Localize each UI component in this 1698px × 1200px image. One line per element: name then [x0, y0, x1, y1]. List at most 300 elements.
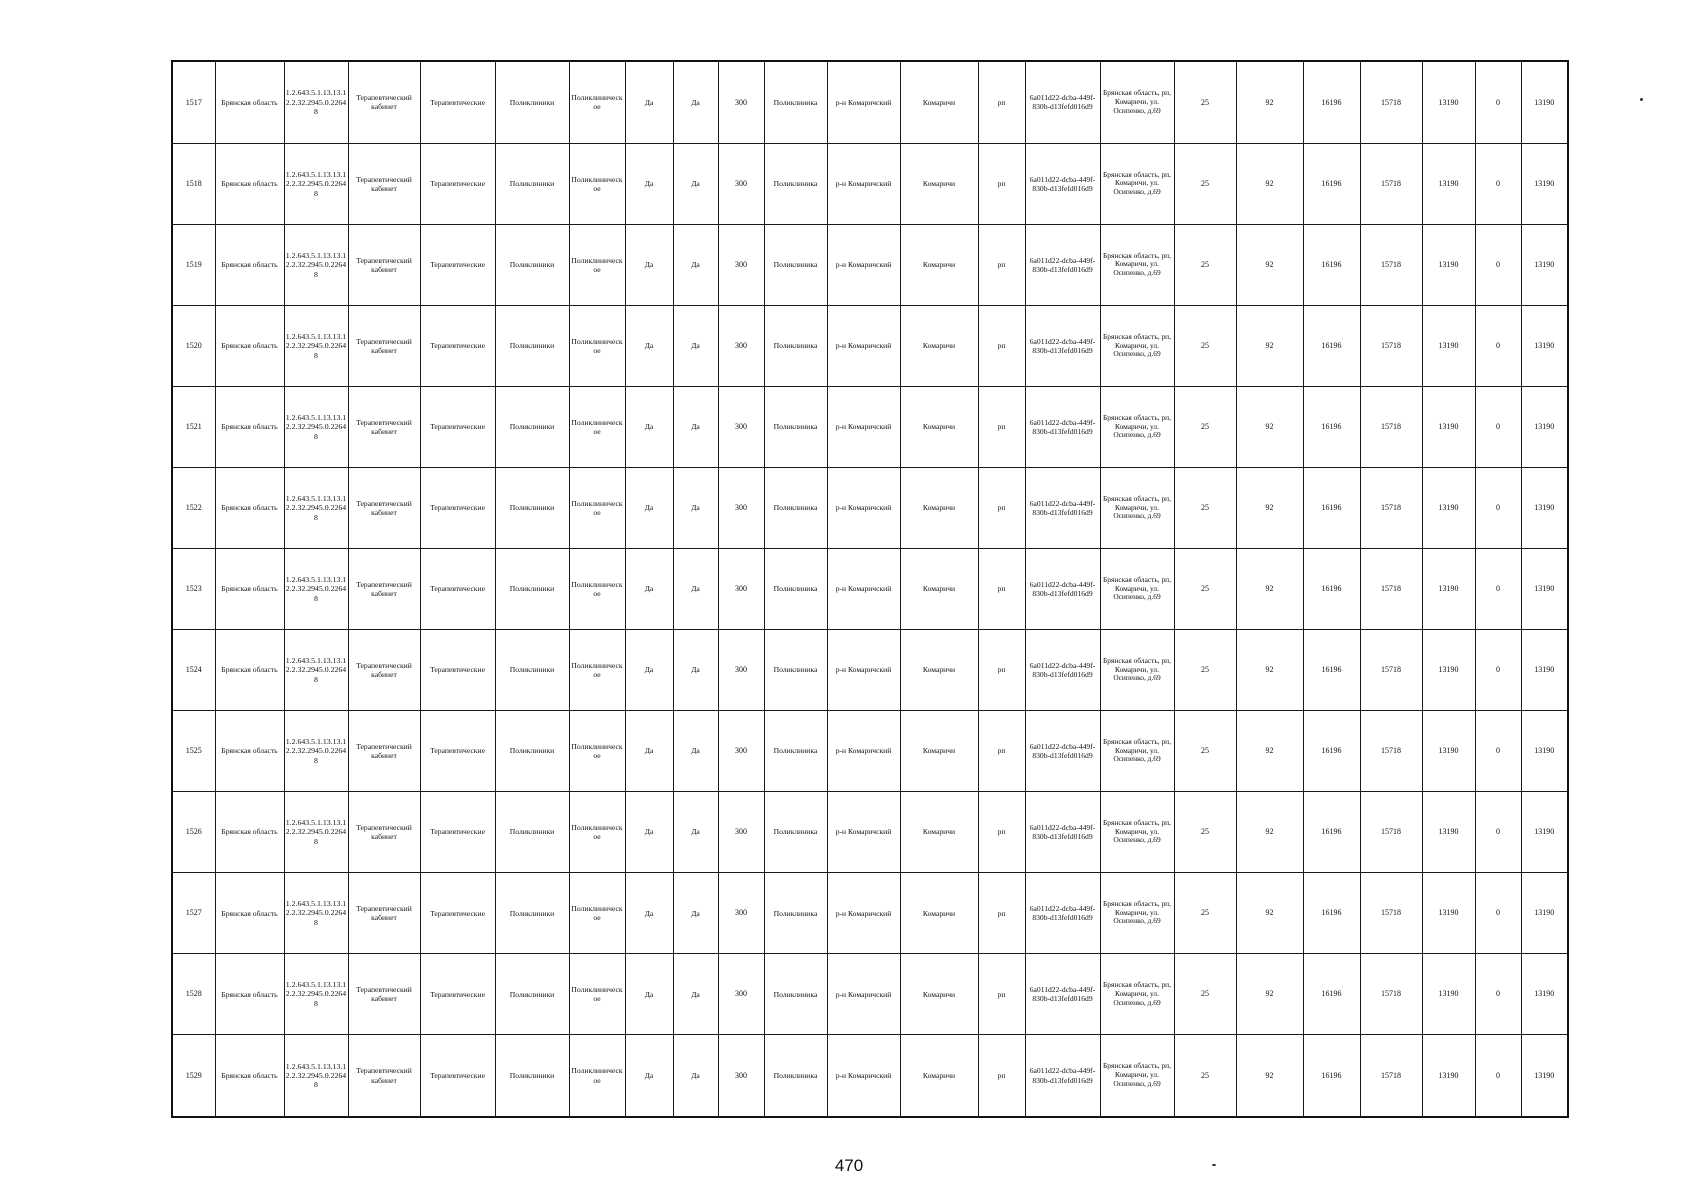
value-3-cell: 16196 — [1303, 630, 1360, 711]
value-2-cell: 92 — [1236, 1035, 1303, 1117]
value-7-cell: 13190 — [1521, 792, 1568, 873]
value-6-cell: 0 — [1475, 386, 1521, 467]
value-2-cell: 92 — [1236, 548, 1303, 629]
settlement-cell: Комаричи — [900, 386, 978, 467]
registry-table — [171, 60, 1569, 1118]
table-row — [172, 224, 1568, 305]
district-cell: р-н Комаричский — [827, 630, 900, 711]
capacity-cell: 300 — [718, 873, 764, 954]
care-type-cell: Поликлиническое — [569, 386, 625, 467]
value-5-cell: 13190 — [1422, 386, 1475, 467]
value-3-cell: 16196 — [1303, 143, 1360, 224]
row-number-cell: 1520 — [172, 305, 215, 386]
settlement-cell: Комаричи — [900, 1035, 978, 1117]
flag-b-cell: Да — [673, 630, 718, 711]
unit-name-cell: Поликлиника — [764, 711, 827, 792]
flag-b-cell: Да — [673, 143, 718, 224]
flag-b-cell: Да — [673, 224, 718, 305]
institution-type-cell: Поликлиники — [495, 305, 569, 386]
value-7-cell: 13190 — [1521, 305, 1568, 386]
flag-a-cell: Да — [625, 224, 673, 305]
flag-a-cell: Да — [625, 143, 673, 224]
institution-type-cell: Поликлиники — [495, 630, 569, 711]
region-cell: Брянская область — [215, 61, 284, 143]
institution-type-cell: Поликлиники — [495, 1035, 569, 1117]
fias-guid-cell: 6a011d22-dcba-449f-830b-d13fefd016d9 — [1025, 386, 1100, 467]
address-cell: Брянская область, рп, Комаричи, ул. Осипенко, д.69 — [1100, 792, 1174, 873]
value-5-cell: 13190 — [1422, 548, 1475, 629]
unit-name-cell: Поликлиника — [764, 305, 827, 386]
address-cell: Брянская область, рп, Комаричи, ул. Осипенко, д.69 — [1100, 873, 1174, 954]
profile-cell: Терапевтические — [420, 873, 495, 954]
flag-b-cell: Да — [673, 61, 718, 143]
institution-type-cell: Поликлиники — [495, 873, 569, 954]
oid-code-cell: 1.2.643.5.1.13.13.12.2.32.2945.0.22648 — [284, 548, 348, 629]
address-cell: Брянская область, рп, Комаричи, ул. Осипенко, д.69 — [1100, 305, 1174, 386]
profile-cell: Терапевтические — [420, 61, 495, 143]
region-cell: Брянская область — [215, 711, 284, 792]
institution-type-cell: Поликлиники — [495, 467, 569, 548]
address-cell: Брянская область, рп, Комаричи, ул. Осипенко, д.69 — [1100, 630, 1174, 711]
value-6-cell: 0 — [1475, 143, 1521, 224]
oid-code-cell: 1.2.643.5.1.13.13.12.2.32.2945.0.22648 — [284, 954, 348, 1035]
value-3-cell: 16196 — [1303, 1035, 1360, 1117]
table-body — [172, 61, 1568, 1117]
address-cell: Брянская область, рп, Комаричи, ул. Осипенко, д.69 — [1100, 143, 1174, 224]
value-6-cell: 0 — [1475, 711, 1521, 792]
value-2-cell: 92 — [1236, 711, 1303, 792]
oid-code-cell: 1.2.643.5.1.13.13.12.2.32.2945.0.22648 — [284, 143, 348, 224]
flag-b-cell: Да — [673, 548, 718, 629]
settlement-cell: Комаричи — [900, 143, 978, 224]
capacity-cell: 300 — [718, 954, 764, 1035]
value-3-cell: 16196 — [1303, 548, 1360, 629]
unit-name-cell: Поликлиника — [764, 1035, 827, 1117]
value-4-cell: 15718 — [1360, 224, 1422, 305]
value-4-cell: 15718 — [1360, 467, 1422, 548]
oid-code-cell: 1.2.643.5.1.13.13.12.2.32.2945.0.22648 — [284, 61, 348, 143]
settlement-type-cell: рп — [978, 305, 1025, 386]
unit-name-cell: Поликлиника — [764, 61, 827, 143]
value-4-cell: 15718 — [1360, 305, 1422, 386]
value-7-cell: 13190 — [1521, 630, 1568, 711]
care-type-cell: Поликлиническое — [569, 711, 625, 792]
capacity-cell: 300 — [718, 1035, 764, 1117]
flag-a-cell: Да — [625, 467, 673, 548]
value-6-cell: 0 — [1475, 954, 1521, 1035]
value-6-cell: 0 — [1475, 792, 1521, 873]
value-6-cell: 0 — [1475, 873, 1521, 954]
settlement-cell: Комаричи — [900, 224, 978, 305]
capacity-cell: 300 — [718, 792, 764, 873]
value-7-cell: 13190 — [1521, 873, 1568, 954]
region-cell: Брянская область — [215, 305, 284, 386]
row-number-cell: 1522 — [172, 467, 215, 548]
value-1-cell: 25 — [1174, 224, 1236, 305]
table-row — [172, 143, 1568, 224]
district-cell: р-н Комаричский — [827, 224, 900, 305]
unit-name-cell: Поликлиника — [764, 386, 827, 467]
address-cell: Брянская область, рп, Комаричи, ул. Осипенко, д.69 — [1100, 548, 1174, 629]
room-type-cell: Терапевтический кабинет — [348, 61, 420, 143]
care-type-cell: Поликлиническое — [569, 1035, 625, 1117]
row-number-cell: 1519 — [172, 224, 215, 305]
value-7-cell: 13190 — [1521, 711, 1568, 792]
value-2-cell: 92 — [1236, 873, 1303, 954]
room-type-cell: Терапевтический кабинет — [348, 386, 420, 467]
district-cell: р-н Комаричский — [827, 61, 900, 143]
flag-b-cell: Да — [673, 386, 718, 467]
settlement-type-cell: рп — [978, 711, 1025, 792]
value-5-cell: 13190 — [1422, 792, 1475, 873]
unit-name-cell: Поликлиника — [764, 630, 827, 711]
value-5-cell: 13190 — [1422, 954, 1475, 1035]
unit-name-cell: Поликлиника — [764, 792, 827, 873]
region-cell: Брянская область — [215, 792, 284, 873]
table-row — [172, 630, 1568, 711]
row-number-cell: 1524 — [172, 630, 215, 711]
value-2-cell: 92 — [1236, 224, 1303, 305]
care-type-cell: Поликлиническое — [569, 792, 625, 873]
value-6-cell: 0 — [1475, 548, 1521, 629]
room-type-cell: Терапевтический кабинет — [348, 711, 420, 792]
unit-name-cell: Поликлиника — [764, 467, 827, 548]
table-row — [172, 792, 1568, 873]
value-1-cell: 25 — [1174, 1035, 1236, 1117]
fias-guid-cell: 6a011d22-dcba-449f-830b-d13fefd016d9 — [1025, 143, 1100, 224]
address-cell: Брянская область, рп, Комаричи, ул. Осипенко, д.69 — [1100, 61, 1174, 143]
capacity-cell: 300 — [718, 305, 764, 386]
address-cell: Брянская область, рп, Комаричи, ул. Осипенко, д.69 — [1100, 224, 1174, 305]
value-5-cell: 13190 — [1422, 305, 1475, 386]
value-4-cell: 15718 — [1360, 711, 1422, 792]
settlement-cell: Комаричи — [900, 305, 978, 386]
flag-a-cell: Да — [625, 305, 673, 386]
room-type-cell: Терапевтический кабинет — [348, 143, 420, 224]
institution-type-cell: Поликлиники — [495, 386, 569, 467]
row-number-cell: 1518 — [172, 143, 215, 224]
institution-type-cell: Поликлиники — [495, 711, 569, 792]
oid-code-cell: 1.2.643.5.1.13.13.12.2.32.2945.0.22648 — [284, 224, 348, 305]
flag-a-cell: Да — [625, 386, 673, 467]
row-number-cell: 1528 — [172, 954, 215, 1035]
row-number-cell: 1529 — [172, 1035, 215, 1117]
oid-code-cell: 1.2.643.5.1.13.13.12.2.32.2945.0.22648 — [284, 386, 348, 467]
value-3-cell: 16196 — [1303, 61, 1360, 143]
region-cell: Брянская область — [215, 1035, 284, 1117]
district-cell: р-н Комаричский — [827, 792, 900, 873]
value-1-cell: 25 — [1174, 386, 1236, 467]
value-6-cell: 0 — [1475, 61, 1521, 143]
value-1-cell: 25 — [1174, 630, 1236, 711]
fias-guid-cell: 6a011d22-dcba-449f-830b-d13fefd016d9 — [1025, 467, 1100, 548]
value-1-cell: 25 — [1174, 61, 1236, 143]
region-cell: Брянская область — [215, 548, 284, 629]
value-7-cell: 13190 — [1521, 386, 1568, 467]
profile-cell: Терапевтические — [420, 954, 495, 1035]
profile-cell: Терапевтические — [420, 143, 495, 224]
value-1-cell: 25 — [1174, 873, 1236, 954]
value-2-cell: 92 — [1236, 61, 1303, 143]
table-row — [172, 1035, 1568, 1117]
settlement-type-cell: рп — [978, 792, 1025, 873]
value-3-cell: 16196 — [1303, 711, 1360, 792]
room-type-cell: Терапевтический кабинет — [348, 792, 420, 873]
address-cell: Брянская область, рп, Комаричи, ул. Осипенко, д.69 — [1100, 386, 1174, 467]
value-4-cell: 15718 — [1360, 61, 1422, 143]
value-1-cell: 25 — [1174, 143, 1236, 224]
settlement-cell: Комаричи — [900, 61, 978, 143]
unit-name-cell: Поликлиника — [764, 873, 827, 954]
district-cell: р-н Комаричский — [827, 954, 900, 1035]
settlement-cell: Комаричи — [900, 954, 978, 1035]
settlement-cell: Комаричи — [900, 873, 978, 954]
value-5-cell: 13190 — [1422, 1035, 1475, 1117]
address-cell: Брянская область, рп, Комаричи, ул. Осипенко, д.69 — [1100, 954, 1174, 1035]
settlement-cell: Комаричи — [900, 630, 978, 711]
value-4-cell: 15718 — [1360, 954, 1422, 1035]
value-2-cell: 92 — [1236, 386, 1303, 467]
institution-type-cell: Поликлиники — [495, 61, 569, 143]
room-type-cell: Терапевтический кабинет — [348, 630, 420, 711]
region-cell: Брянская область — [215, 143, 284, 224]
value-6-cell: 0 — [1475, 467, 1521, 548]
capacity-cell: 300 — [718, 467, 764, 548]
flag-b-cell: Да — [673, 954, 718, 1035]
table-row — [172, 873, 1568, 954]
fias-guid-cell: 6a011d22-dcba-449f-830b-d13fefd016d9 — [1025, 61, 1100, 143]
region-cell: Брянская область — [215, 386, 284, 467]
table-row — [172, 548, 1568, 629]
value-3-cell: 16196 — [1303, 467, 1360, 548]
institution-type-cell: Поликлиники — [495, 792, 569, 873]
region-cell: Брянская область — [215, 873, 284, 954]
value-7-cell: 13190 — [1521, 1035, 1568, 1117]
room-type-cell: Терапевтический кабинет — [348, 305, 420, 386]
value-1-cell: 25 — [1174, 305, 1236, 386]
value-7-cell: 13190 — [1521, 61, 1568, 143]
fias-guid-cell: 6a011d22-dcba-449f-830b-d13fefd016d9 — [1025, 305, 1100, 386]
value-4-cell: 15718 — [1360, 548, 1422, 629]
value-3-cell: 16196 — [1303, 792, 1360, 873]
oid-code-cell: 1.2.643.5.1.13.13.12.2.32.2945.0.22648 — [284, 305, 348, 386]
value-5-cell: 13190 — [1422, 224, 1475, 305]
capacity-cell: 300 — [718, 548, 764, 629]
value-5-cell: 13190 — [1422, 630, 1475, 711]
room-type-cell: Терапевтический кабинет — [348, 224, 420, 305]
institution-type-cell: Поликлиники — [495, 143, 569, 224]
value-6-cell: 0 — [1475, 305, 1521, 386]
value-6-cell: 0 — [1475, 1035, 1521, 1117]
value-5-cell: 13190 — [1422, 467, 1475, 548]
capacity-cell: 300 — [718, 61, 764, 143]
flag-a-cell: Да — [625, 61, 673, 143]
flag-a-cell: Да — [625, 630, 673, 711]
value-3-cell: 16196 — [1303, 873, 1360, 954]
care-type-cell: Поликлиническое — [569, 305, 625, 386]
value-2-cell: 92 — [1236, 143, 1303, 224]
value-1-cell: 25 — [1174, 954, 1236, 1035]
settlement-cell: Комаричи — [900, 548, 978, 629]
row-number-cell: 1517 — [172, 61, 215, 143]
value-5-cell: 13190 — [1422, 61, 1475, 143]
flag-a-cell: Да — [625, 954, 673, 1035]
value-7-cell: 13190 — [1521, 143, 1568, 224]
value-1-cell: 25 — [1174, 548, 1236, 629]
fias-guid-cell: 6a011d22-dcba-449f-830b-d13fefd016d9 — [1025, 630, 1100, 711]
address-cell: Брянская область, рп, Комаричи, ул. Осипенко, д.69 — [1100, 1035, 1174, 1117]
value-7-cell: 13190 — [1521, 954, 1568, 1035]
settlement-type-cell: рп — [978, 630, 1025, 711]
institution-type-cell: Поликлиники — [495, 224, 569, 305]
page-number: 470 — [834, 1156, 864, 1175]
flag-a-cell: Да — [625, 873, 673, 954]
care-type-cell: Поликлиническое — [569, 954, 625, 1035]
flag-a-cell: Да — [625, 711, 673, 792]
settlement-type-cell: рп — [978, 873, 1025, 954]
value-5-cell: 13190 — [1422, 873, 1475, 954]
district-cell: р-н Комаричский — [827, 711, 900, 792]
capacity-cell: 300 — [718, 224, 764, 305]
care-type-cell: Поликлиническое — [569, 467, 625, 548]
flag-a-cell: Да — [625, 1035, 673, 1117]
table-row — [172, 61, 1568, 143]
unit-name-cell: Поликлиника — [764, 548, 827, 629]
fias-guid-cell: 6a011d22-dcba-449f-830b-d13fefd016d9 — [1025, 711, 1100, 792]
profile-cell: Терапевтические — [420, 305, 495, 386]
table-row — [172, 954, 1568, 1035]
oid-code-cell: 1.2.643.5.1.13.13.12.2.32.2945.0.22648 — [284, 873, 348, 954]
flag-b-cell: Да — [673, 792, 718, 873]
settlement-type-cell: рп — [978, 1035, 1025, 1117]
value-7-cell: 13190 — [1521, 224, 1568, 305]
flag-b-cell: Да — [673, 711, 718, 792]
settlement-cell: Комаричи — [900, 792, 978, 873]
value-1-cell: 25 — [1174, 467, 1236, 548]
unit-name-cell: Поликлиника — [764, 954, 827, 1035]
flag-a-cell: Да — [625, 792, 673, 873]
address-cell: Брянская область, рп, Комаричи, ул. Осипенко, д.69 — [1100, 467, 1174, 548]
region-cell: Брянская область — [215, 224, 284, 305]
settlement-type-cell: рп — [978, 548, 1025, 629]
profile-cell: Терапевтические — [420, 467, 495, 548]
profile-cell: Терапевтические — [420, 630, 495, 711]
value-2-cell: 92 — [1236, 467, 1303, 548]
region-cell: Брянская область — [215, 467, 284, 548]
value-6-cell: 0 — [1475, 224, 1521, 305]
settlement-cell: Комаричи — [900, 711, 978, 792]
flag-a-cell: Да — [625, 548, 673, 629]
row-number-cell: 1525 — [172, 711, 215, 792]
row-number-cell: 1527 — [172, 873, 215, 954]
profile-cell: Терапевтические — [420, 548, 495, 629]
care-type-cell: Поликлиническое — [569, 224, 625, 305]
profile-cell: Терапевтические — [420, 792, 495, 873]
care-type-cell: Поликлиническое — [569, 143, 625, 224]
unit-name-cell: Поликлиника — [764, 224, 827, 305]
value-4-cell: 15718 — [1360, 1035, 1422, 1117]
table-row — [172, 711, 1568, 792]
care-type-cell: Поликлиническое — [569, 630, 625, 711]
value-7-cell: 13190 — [1521, 467, 1568, 548]
care-type-cell: Поликлиническое — [569, 61, 625, 143]
value-6-cell: 0 — [1475, 630, 1521, 711]
table-row — [172, 467, 1568, 548]
table-row — [172, 386, 1568, 467]
profile-cell: Терапевтические — [420, 386, 495, 467]
room-type-cell: Терапевтический кабинет — [348, 873, 420, 954]
table-row — [172, 305, 1568, 386]
value-3-cell: 16196 — [1303, 386, 1360, 467]
capacity-cell: 300 — [718, 630, 764, 711]
district-cell: р-н Комаричский — [827, 386, 900, 467]
value-3-cell: 16196 — [1303, 305, 1360, 386]
care-type-cell: Поликлиническое — [569, 548, 625, 629]
oid-code-cell: 1.2.643.5.1.13.13.12.2.32.2945.0.22648 — [284, 467, 348, 548]
district-cell: р-н Комаричский — [827, 143, 900, 224]
row-number-cell: 1526 — [172, 792, 215, 873]
settlement-type-cell: рп — [978, 143, 1025, 224]
value-2-cell: 92 — [1236, 792, 1303, 873]
flag-b-cell: Да — [673, 467, 718, 548]
fias-guid-cell: 6a011d22-dcba-449f-830b-d13fefd016d9 — [1025, 1035, 1100, 1117]
room-type-cell: Терапевтический кабинет — [348, 1035, 420, 1117]
fias-guid-cell: 6a011d22-dcba-449f-830b-d13fefd016d9 — [1025, 792, 1100, 873]
value-5-cell: 13190 — [1422, 711, 1475, 792]
settlement-type-cell: рп — [978, 467, 1025, 548]
district-cell: р-н Комаричский — [827, 467, 900, 548]
profile-cell: Терапевтические — [420, 1035, 495, 1117]
row-number-cell: 1523 — [172, 548, 215, 629]
scan-speck — [1640, 98, 1643, 101]
settlement-type-cell: рп — [978, 61, 1025, 143]
capacity-cell: 300 — [718, 386, 764, 467]
district-cell: р-н Комаричский — [827, 548, 900, 629]
value-4-cell: 15718 — [1360, 386, 1422, 467]
institution-type-cell: Поликлиники — [495, 548, 569, 629]
fias-guid-cell: 6a011d22-dcba-449f-830b-d13fefd016d9 — [1025, 954, 1100, 1035]
oid-code-cell: 1.2.643.5.1.13.13.12.2.32.2945.0.22648 — [284, 1035, 348, 1117]
settlement-type-cell: рп — [978, 386, 1025, 467]
value-4-cell: 15718 — [1360, 630, 1422, 711]
value-3-cell: 16196 — [1303, 224, 1360, 305]
settlement-type-cell: рп — [978, 224, 1025, 305]
care-type-cell: Поликлиническое — [569, 873, 625, 954]
district-cell: р-н Комаричский — [827, 305, 900, 386]
row-number-cell: 1521 — [172, 386, 215, 467]
institution-type-cell: Поликлиники — [495, 954, 569, 1035]
region-cell: Брянская область — [215, 954, 284, 1035]
value-4-cell: 15718 — [1360, 143, 1422, 224]
flag-b-cell: Да — [673, 1035, 718, 1117]
flag-b-cell: Да — [673, 873, 718, 954]
oid-code-cell: 1.2.643.5.1.13.13.12.2.32.2945.0.22648 — [284, 630, 348, 711]
profile-cell: Терапевтические — [420, 711, 495, 792]
value-2-cell: 92 — [1236, 954, 1303, 1035]
address-cell: Брянская область, рп, Комаричи, ул. Осипенко, д.69 — [1100, 711, 1174, 792]
district-cell: р-н Комаричский — [827, 873, 900, 954]
region-cell: Брянская область — [215, 630, 284, 711]
fias-guid-cell: 6a011d22-dcba-449f-830b-d13fefd016d9 — [1025, 873, 1100, 954]
value-5-cell: 13190 — [1422, 143, 1475, 224]
value-4-cell: 15718 — [1360, 792, 1422, 873]
oid-code-cell: 1.2.643.5.1.13.13.12.2.32.2945.0.22648 — [284, 711, 348, 792]
room-type-cell: Терапевтический кабинет — [348, 954, 420, 1035]
value-1-cell: 25 — [1174, 711, 1236, 792]
scan-speck — [1212, 1164, 1216, 1166]
room-type-cell: Терапевтический кабинет — [348, 467, 420, 548]
settlement-type-cell: рп — [978, 954, 1025, 1035]
